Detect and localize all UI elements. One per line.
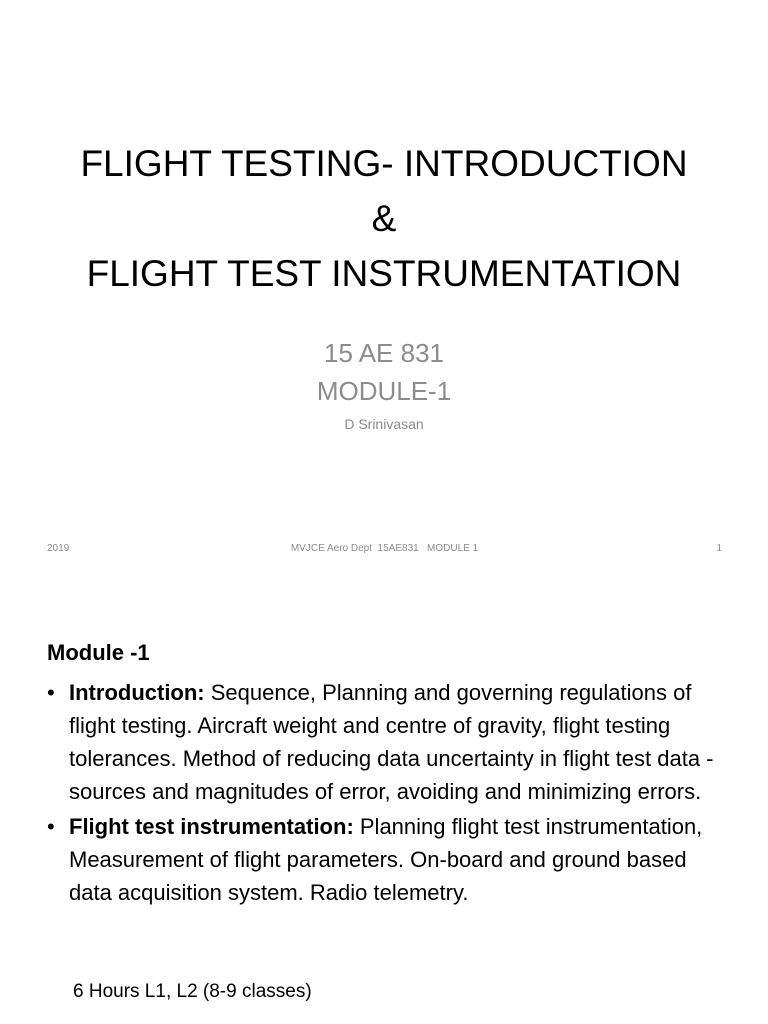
module-heading: Module -1 [47, 640, 150, 665]
title-line-3: FLIGHT TEST INSTRUMENTATION [86, 253, 682, 294]
footer-page-number: 1 [716, 543, 722, 554]
content-slide [0, 576, 768, 1024]
hours-note: 6 Hours L1, L2 (8-9 classes) [73, 981, 312, 1002]
slide-subtitle [0, 334, 768, 434]
list-item [47, 810, 717, 909]
footer-center-text: MVJCE Aero Dept 15AE831 MODULE 1 [290, 543, 479, 554]
course-code: 15 AE 831 [324, 338, 444, 368]
author-name: D Srinivasan [344, 416, 424, 432]
list-item [47, 676, 717, 808]
bullet-label: Flight test instrumentation: [69, 814, 354, 839]
module-label: MODULE-1 [316, 376, 452, 406]
bullet-icon: • [47, 814, 55, 839]
slide-footer [47, 543, 722, 559]
footer-year: 2019 [47, 543, 70, 554]
bullet-text: Sequence, Planning and governing regulations of flight testing. Aircraft weight and centre of gravity, flight testing tolerances. Method of reducing data uncertainty in flight test data -sources and magnitudes of error, avoiding and minimizing errors. [69, 680, 714, 804]
title-line-1: FLIGHT TESTING- INTRODUCTION [80, 143, 688, 184]
slide-title [0, 136, 768, 301]
bullet-list [47, 676, 717, 911]
bullet-label: Introduction: [69, 680, 205, 705]
title-line-2: & [371, 198, 397, 239]
bullet-icon: • [47, 680, 55, 705]
bullet-text: Planning flight test instrumentation, Measurement of flight parameters. On-board and ground based data acquisition system. Radio telemetry. [69, 814, 703, 905]
